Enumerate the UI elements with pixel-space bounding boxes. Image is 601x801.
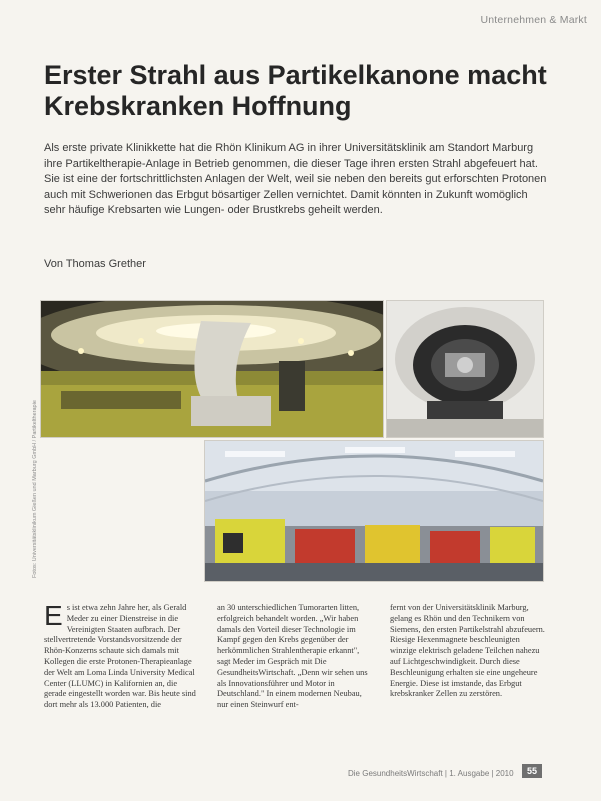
body-column-3: fernt von der Universitätsklinik Marburg, gelang es Rhön und den Technikern von Siemens, den ersten Partikelstrahl abzufeuern. Riesige Hexenmagnete beschleunigten winzige elektrisch geladene Teilchen nahezu auf Lichtgeschwindigkeit. Durch diese Beschleunigung erhalten sie eine ungeheure Energie. Diese ist imstande, das Erbgut krebskranker Zellen zu zerstören.	[390, 603, 545, 699]
photo-accelerator-hall	[204, 440, 544, 582]
section-label: Unternehmen & Markt	[480, 14, 587, 26]
body-column-1-text: s ist etwa zehn Jahre her, als Gerald Meder zu einer Dienstreise in die Vereinigten Staaten aufbrach. Der stellvertretende Vorstandsvorsitzende der Rhön-Konzerns schaute sich damals mit Kollegen die erste Protonen-Therapieanlage der Welt am Loma Linda University Medical Center (LLUMC) in Kalifornien an, die gerade eingestellt worden war. Bis heute sind dort mehr als 13.000 Patienten, die	[44, 603, 196, 710]
footer-publication: Die GesundheitsWirtschaft | 1. Ausgabe | 2010	[348, 769, 514, 778]
drop-cap: E	[44, 600, 63, 631]
photo-collage	[40, 300, 542, 580]
article-lead: Als erste private Klinikkette hat die Rhön Klinikum AG in ihrer Universitätsklinik am Standort Marburg ihre Partikeltherapie-Anlage in Betrieb genommen, die dieser Tage ihren ersten Strahl abgefeuert hat. Sie ist eine der fortschrittlichsten Anlagen der Welt, weil sie neben den bereits gut erforschten Protonen auch mit Schwerionen das Erbgut bösartiger Zellen vernichtet. Damit könnten in Zukunft womöglich sehr häufige Krebsarten wie Lungen- oder Brustkrebs geheilt werden.	[44, 142, 547, 217]
article-title: Erster Strahl aus Partikelkanone macht Krebskranken Hoffnung	[44, 60, 547, 121]
photo-treatment-room	[40, 300, 384, 438]
page-number: 55	[522, 764, 542, 778]
body-column-1	[44, 600, 200, 711]
photo-gantry-detail	[386, 300, 544, 438]
byline: Von Thomas Grether	[44, 258, 146, 270]
body-column-2: an 30 unterschiedlichen Tumorarten litten, erfolgreich behandelt worden. „Wir haben damals den Vorteil dieser Technologie im Kampf gegen den Krebs gegenüber der herkömmlichen Strahlentherapie erkannt", sagt Meder im Gespräch mit Die GesundheitsWirtschaft. „Denn wir sehen uns als Innovationsführer und Motor in Deutschland." In einem modernen Neubau, nur einen Steinwurf ent-	[217, 603, 368, 710]
photo-credit-text: Fotos: Universitätsklinikum Gießen und Marburg GmbH / Partikeltherapie	[32, 400, 38, 578]
